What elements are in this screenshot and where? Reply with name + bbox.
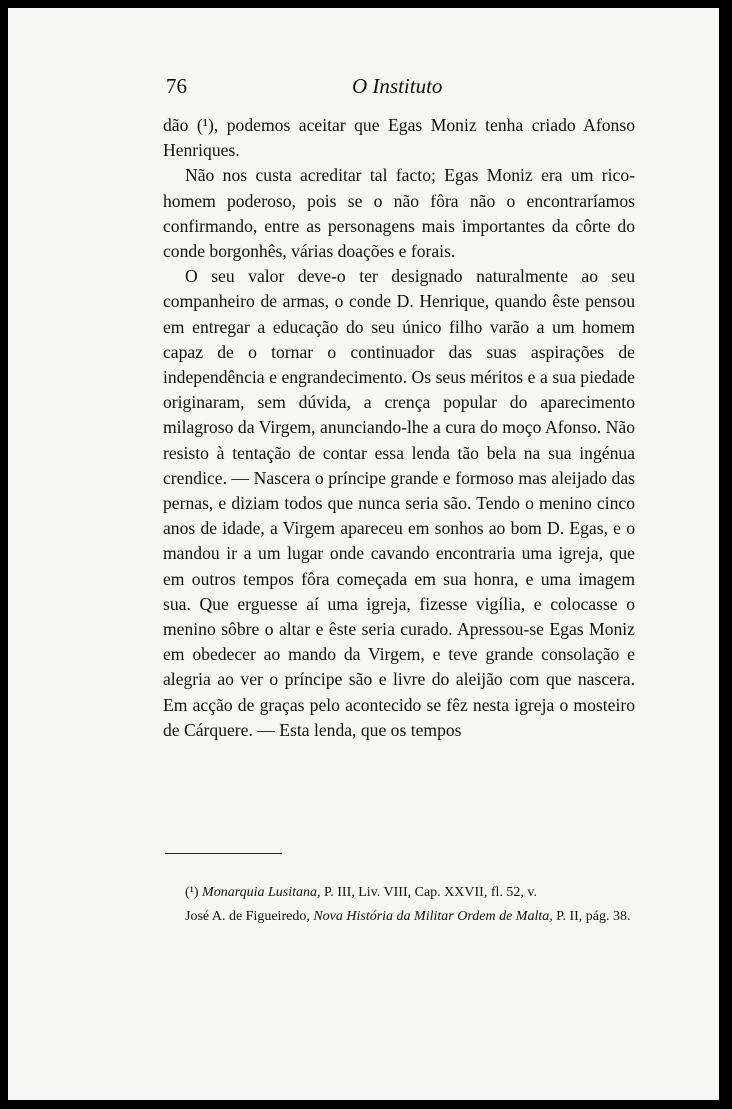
footnotes: [163, 881, 635, 929]
body-text: [163, 113, 635, 743]
footnote-author: José A. de Figueiredo,: [185, 909, 310, 924]
footnote-work-title: Monarquia Lusitana,: [202, 885, 321, 900]
footnote-reference: P. II, pág. 38.: [556, 909, 631, 924]
document-page: [8, 8, 719, 1100]
paragraph: Não nos custa acreditar tal facto; Egas Moniz era um rico-homem poderoso, pois se o não fôra não o encontraríamos confirmando, entre as personagens mais importantes da côrte do conde borgonhês, várias doações e forais.: [163, 165, 635, 262]
footnote-divider: [165, 853, 282, 854]
footnote-work-title: Nova História da Militar Ordem de Malta,: [313, 909, 553, 924]
running-title: O Instituto: [352, 74, 443, 98]
footnote-1: [163, 881, 635, 905]
footnote-marker: (¹): [185, 885, 199, 900]
paragraph: dão (¹), podemos aceitar que Egas Moniz tenha criado Afonso Henriques.: [163, 115, 635, 161]
footnote-2: [163, 905, 635, 929]
paragraph: O seu valor deve-o ter designado naturalmente ao seu companheiro de armas, o conde D. Henrique, quando êste pensou em entregar a educação do seu único filho varão a um homem capaz de o tornar o continuador das suas aspirações de independência e engrandecimento. Os seus méritos e a sua piedade originaram, sem dúvida, a crença popular do aparecimento milagroso da Virgem, anunciando-lhe a cura do moço Afonso. Não resisto à tentação de contar essa lenda tão bela na sua ingénua crendice. — Nascera o príncipe grande e formoso mas aleijado das pernas, e diziam todos que nunca seria são. Tendo o menino cinco anos de idade, a Virgem apareceu em sonhos ao bom D. Egas, e o mandou ir a um lugar onde cavando encontraria uma igreja, que em outros tempos fôra começada em sua honra, e uma imagem sua. Que erguesse aí uma igreja, fizesse vigília, e colocasse o menino sôbre o altar e êste seria curado. Apressou-se Egas Moniz em obedecer ao mando da Virgem, e teve grande consolação e alegria ao ver o príncipe são e livre do aleijão com que nascera. Em acção de graças pelo acontecido se fêz nesta igreja o mosteiro de Cárquere. — Esta lenda, que os tempos: [163, 266, 635, 740]
page-number: 76: [166, 74, 187, 98]
footnote-reference: P. III, Liv. VIII, Cap. XXVII, fl. 52, v.: [324, 885, 537, 900]
